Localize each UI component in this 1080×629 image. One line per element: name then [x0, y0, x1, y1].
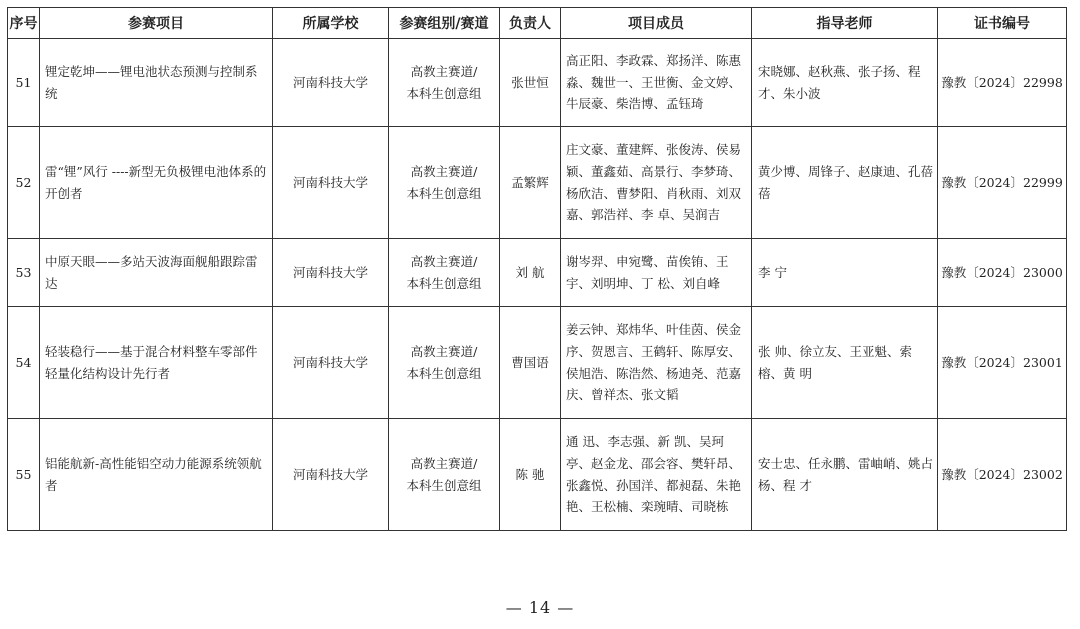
row-track: [389, 39, 500, 127]
table-row: [8, 307, 1067, 419]
row-leader: 陈 驰: [500, 419, 561, 531]
row-members: 谢岑羿、申宛鹭、苗俟铕、王 宇、刘明坤、丁 松、刘自峰: [561, 239, 752, 307]
row-leader: 孟繁辉: [500, 127, 561, 239]
row-track-line1: 高教主赛道/: [410, 163, 478, 179]
header-members: 项目成员: [561, 8, 752, 39]
row-track-line2: 本科生创意组: [406, 275, 482, 291]
row-project: 锂定乾坤——锂电池状态预测与控制系统: [40, 39, 273, 127]
page-number: — 14 —: [505, 598, 575, 617]
row-advisors: 李 宁: [752, 239, 938, 307]
row-track-line1: 高教主赛道/: [410, 455, 478, 471]
row-school: 河南科技大学: [273, 239, 389, 307]
row-certificate: 豫教〔2024〕23002: [938, 419, 1067, 531]
row-track-line1: 高教主赛道/: [410, 343, 478, 359]
row-track: [389, 239, 500, 307]
row-certificate: 豫教〔2024〕23001: [938, 307, 1067, 419]
row-leader: 刘 航: [500, 239, 561, 307]
header-seq: 序号: [8, 8, 40, 39]
row-advisors: 安士忠、任永鹏、雷岫峭、姚占杨、程 才: [752, 419, 938, 531]
table-row: [8, 239, 1067, 307]
row-members: 高正阳、李政霖、郑扬洋、陈惠淼、魏世一、王世衡、金文婷、牛辰豪、柴浩博、孟钰琦: [561, 39, 752, 127]
row-seq: 51: [8, 39, 40, 127]
row-school: 河南科技大学: [273, 419, 389, 531]
header-project: 参赛项目: [40, 8, 273, 39]
table-row: [8, 127, 1067, 239]
row-members: 庄文豪、董建辉、张俊涛、侯易颖、董鑫茹、高景行、李梦琦、杨欣洁、曹梦阳、肖秋雨、刘双嘉、郭浩祥、李 卓、吴润吉: [561, 127, 752, 239]
row-leader: 张世恒: [500, 39, 561, 127]
row-track-line1: 高教主赛道/: [410, 253, 478, 269]
row-advisors: 黄少博、周锋子、赵康迪、孔蓓蓓: [752, 127, 938, 239]
row-advisors: 宋晓娜、赵秋燕、张子扬、程 才、朱小波: [752, 39, 938, 127]
header-track: 参赛组别/赛道: [389, 8, 500, 39]
award-list-table: [7, 7, 1067, 531]
row-track: [389, 419, 500, 531]
row-members: 通 迅、李志强、新 凯、吴珂亭、赵金龙、邵会容、樊轩昂、张鑫悦、孙国洋、都昶磊、朱艳艳、王松楠、栾琬晴、司晓栋: [561, 419, 752, 531]
row-project: 轻装稳行——基于混合材料整车零部件轻量化结构设计先行者: [40, 307, 273, 419]
table-row: [8, 39, 1067, 127]
row-seq: 54: [8, 307, 40, 419]
row-track-line2: 本科生创意组: [406, 365, 482, 381]
header-certificate: 证书编号: [938, 8, 1067, 39]
row-track: [389, 127, 500, 239]
row-certificate: 豫教〔2024〕22999: [938, 127, 1067, 239]
row-track-line2: 本科生创意组: [406, 85, 482, 101]
row-track: [389, 307, 500, 419]
header-school: 所属学校: [273, 8, 389, 39]
row-project: 雷“锂”风行 ----新型无负极锂电池体系的开创者: [40, 127, 273, 239]
row-leader: 曹国语: [500, 307, 561, 419]
row-track-line1: 高教主赛道/: [410, 63, 478, 79]
row-track-line2: 本科生创意组: [406, 477, 482, 493]
row-seq: 52: [8, 127, 40, 239]
row-project: 铝能航新-高性能铝空动力能源系统领航者: [40, 419, 273, 531]
table-header-row: [8, 8, 1067, 39]
table-row: [8, 419, 1067, 531]
row-seq: 55: [8, 419, 40, 531]
row-certificate: 豫教〔2024〕22998: [938, 39, 1067, 127]
row-track-line2: 本科生创意组: [406, 185, 482, 201]
row-school: 河南科技大学: [273, 127, 389, 239]
row-project: 中原天眼——多站天波海面舰船跟踪雷达: [40, 239, 273, 307]
row-school: 河南科技大学: [273, 39, 389, 127]
row-seq: 53: [8, 239, 40, 307]
header-advisors: 指导老师: [752, 8, 938, 39]
row-certificate: 豫教〔2024〕23000: [938, 239, 1067, 307]
header-leader: 负责人: [500, 8, 561, 39]
row-advisors: 张 帅、徐立友、王亚魁、索 榕、黄 明: [752, 307, 938, 419]
row-school: 河南科技大学: [273, 307, 389, 419]
row-members: 姜云钟、郑炜华、叶佳茵、侯金序、贺恩言、王鹤轩、陈厚安、侯旭浩、陈浩然、杨迪尧、范嘉庆、曾祥杰、张文韬: [561, 307, 752, 419]
